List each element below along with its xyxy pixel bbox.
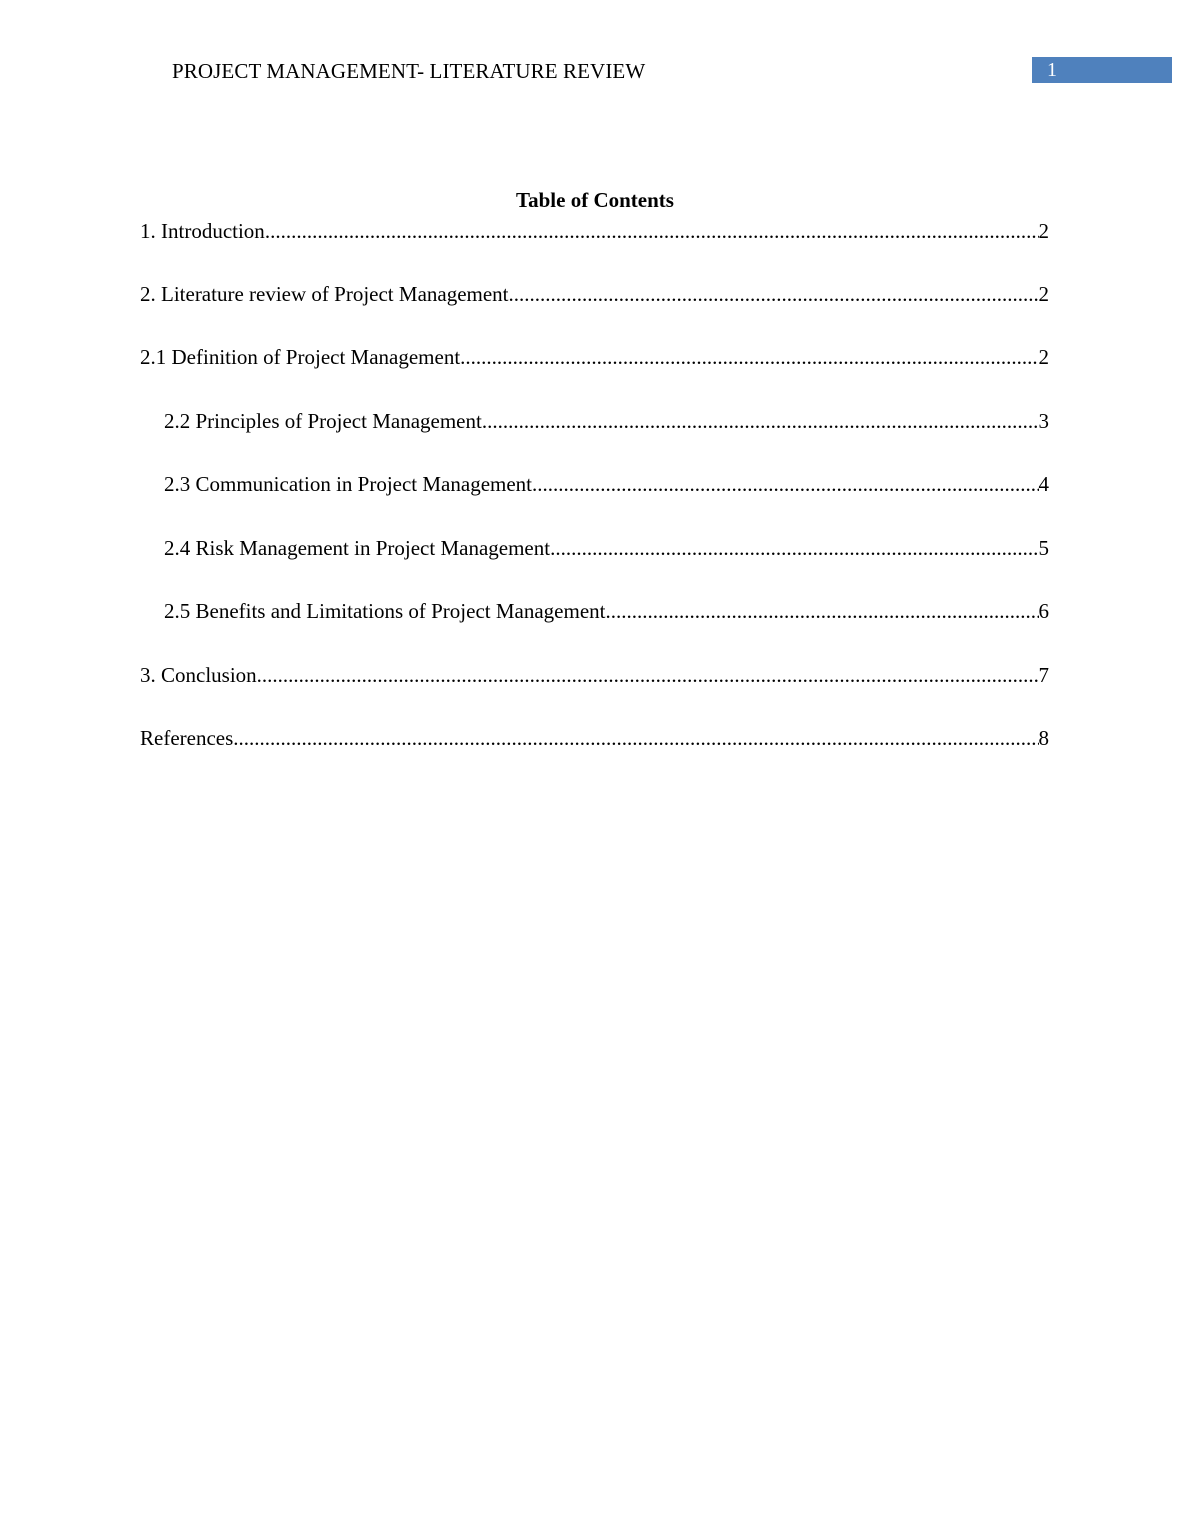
toc-entry-page: 3 — [1038, 409, 1049, 433]
toc-entry-benefits-limitations[interactable] — [164, 597, 1049, 625]
toc-entry-literature-review[interactable] — [140, 280, 1049, 308]
toc-entry-page: 8 — [1038, 726, 1049, 750]
toc-entry-title: 2.5 Benefits and Limitations of Project Management — [164, 599, 606, 623]
toc-entry-communication[interactable] — [164, 470, 1049, 498]
toc-entry-principles[interactable] — [164, 407, 1049, 435]
toc-entry-risk-management[interactable] — [164, 534, 1049, 562]
toc-dot-leader — [482, 407, 1039, 435]
toc-entry-page: 7 — [1038, 663, 1049, 687]
toc-entry-title: 2.2 Principles of Project Management — [164, 409, 482, 433]
page-number: 1 — [1047, 59, 1057, 81]
toc-entry-title: 2.3 Communication in Project Management — [164, 472, 533, 496]
toc-dot-leader — [550, 534, 1038, 562]
toc-entry-title: 2.4 Risk Management in Project Management — [164, 536, 551, 560]
toc-entry-page: 2 — [1038, 219, 1049, 243]
toc-entry-title: References — [140, 726, 234, 750]
toc-entry-title: 2.1 Definition of Project Management — [140, 345, 461, 369]
toc-entry-title: 3. Conclusion — [140, 663, 257, 687]
toc-dot-leader — [509, 280, 1039, 308]
toc-dot-leader — [460, 343, 1038, 371]
page-number-badge — [1032, 57, 1172, 83]
toc-entry-page: 2 — [1038, 345, 1049, 369]
toc-heading: Table of Contents — [516, 188, 674, 212]
toc-entry-definition[interactable] — [140, 343, 1049, 371]
toc-entry-page: 2 — [1038, 282, 1049, 306]
toc-dot-leader — [605, 597, 1038, 625]
toc-entry-title: 1. Introduction — [140, 219, 265, 243]
toc-dot-leader — [257, 661, 1039, 689]
running-header-title: PROJECT MANAGEMENT- LITERATURE REVIEW — [172, 59, 646, 83]
toc-dot-leader — [532, 470, 1038, 498]
toc-entry-page: 4 — [1038, 472, 1049, 496]
toc-entry-introduction[interactable] — [140, 217, 1049, 245]
toc-entry-page: 5 — [1038, 536, 1049, 560]
toc-entry-title: 2. Literature review of Project Management — [140, 282, 509, 306]
toc-dot-leader — [233, 724, 1038, 752]
toc-dot-leader — [265, 217, 1039, 245]
toc-entry-conclusion[interactable] — [140, 661, 1049, 689]
toc-entry-page: 6 — [1038, 599, 1049, 623]
toc-entry-references[interactable] — [140, 724, 1049, 752]
